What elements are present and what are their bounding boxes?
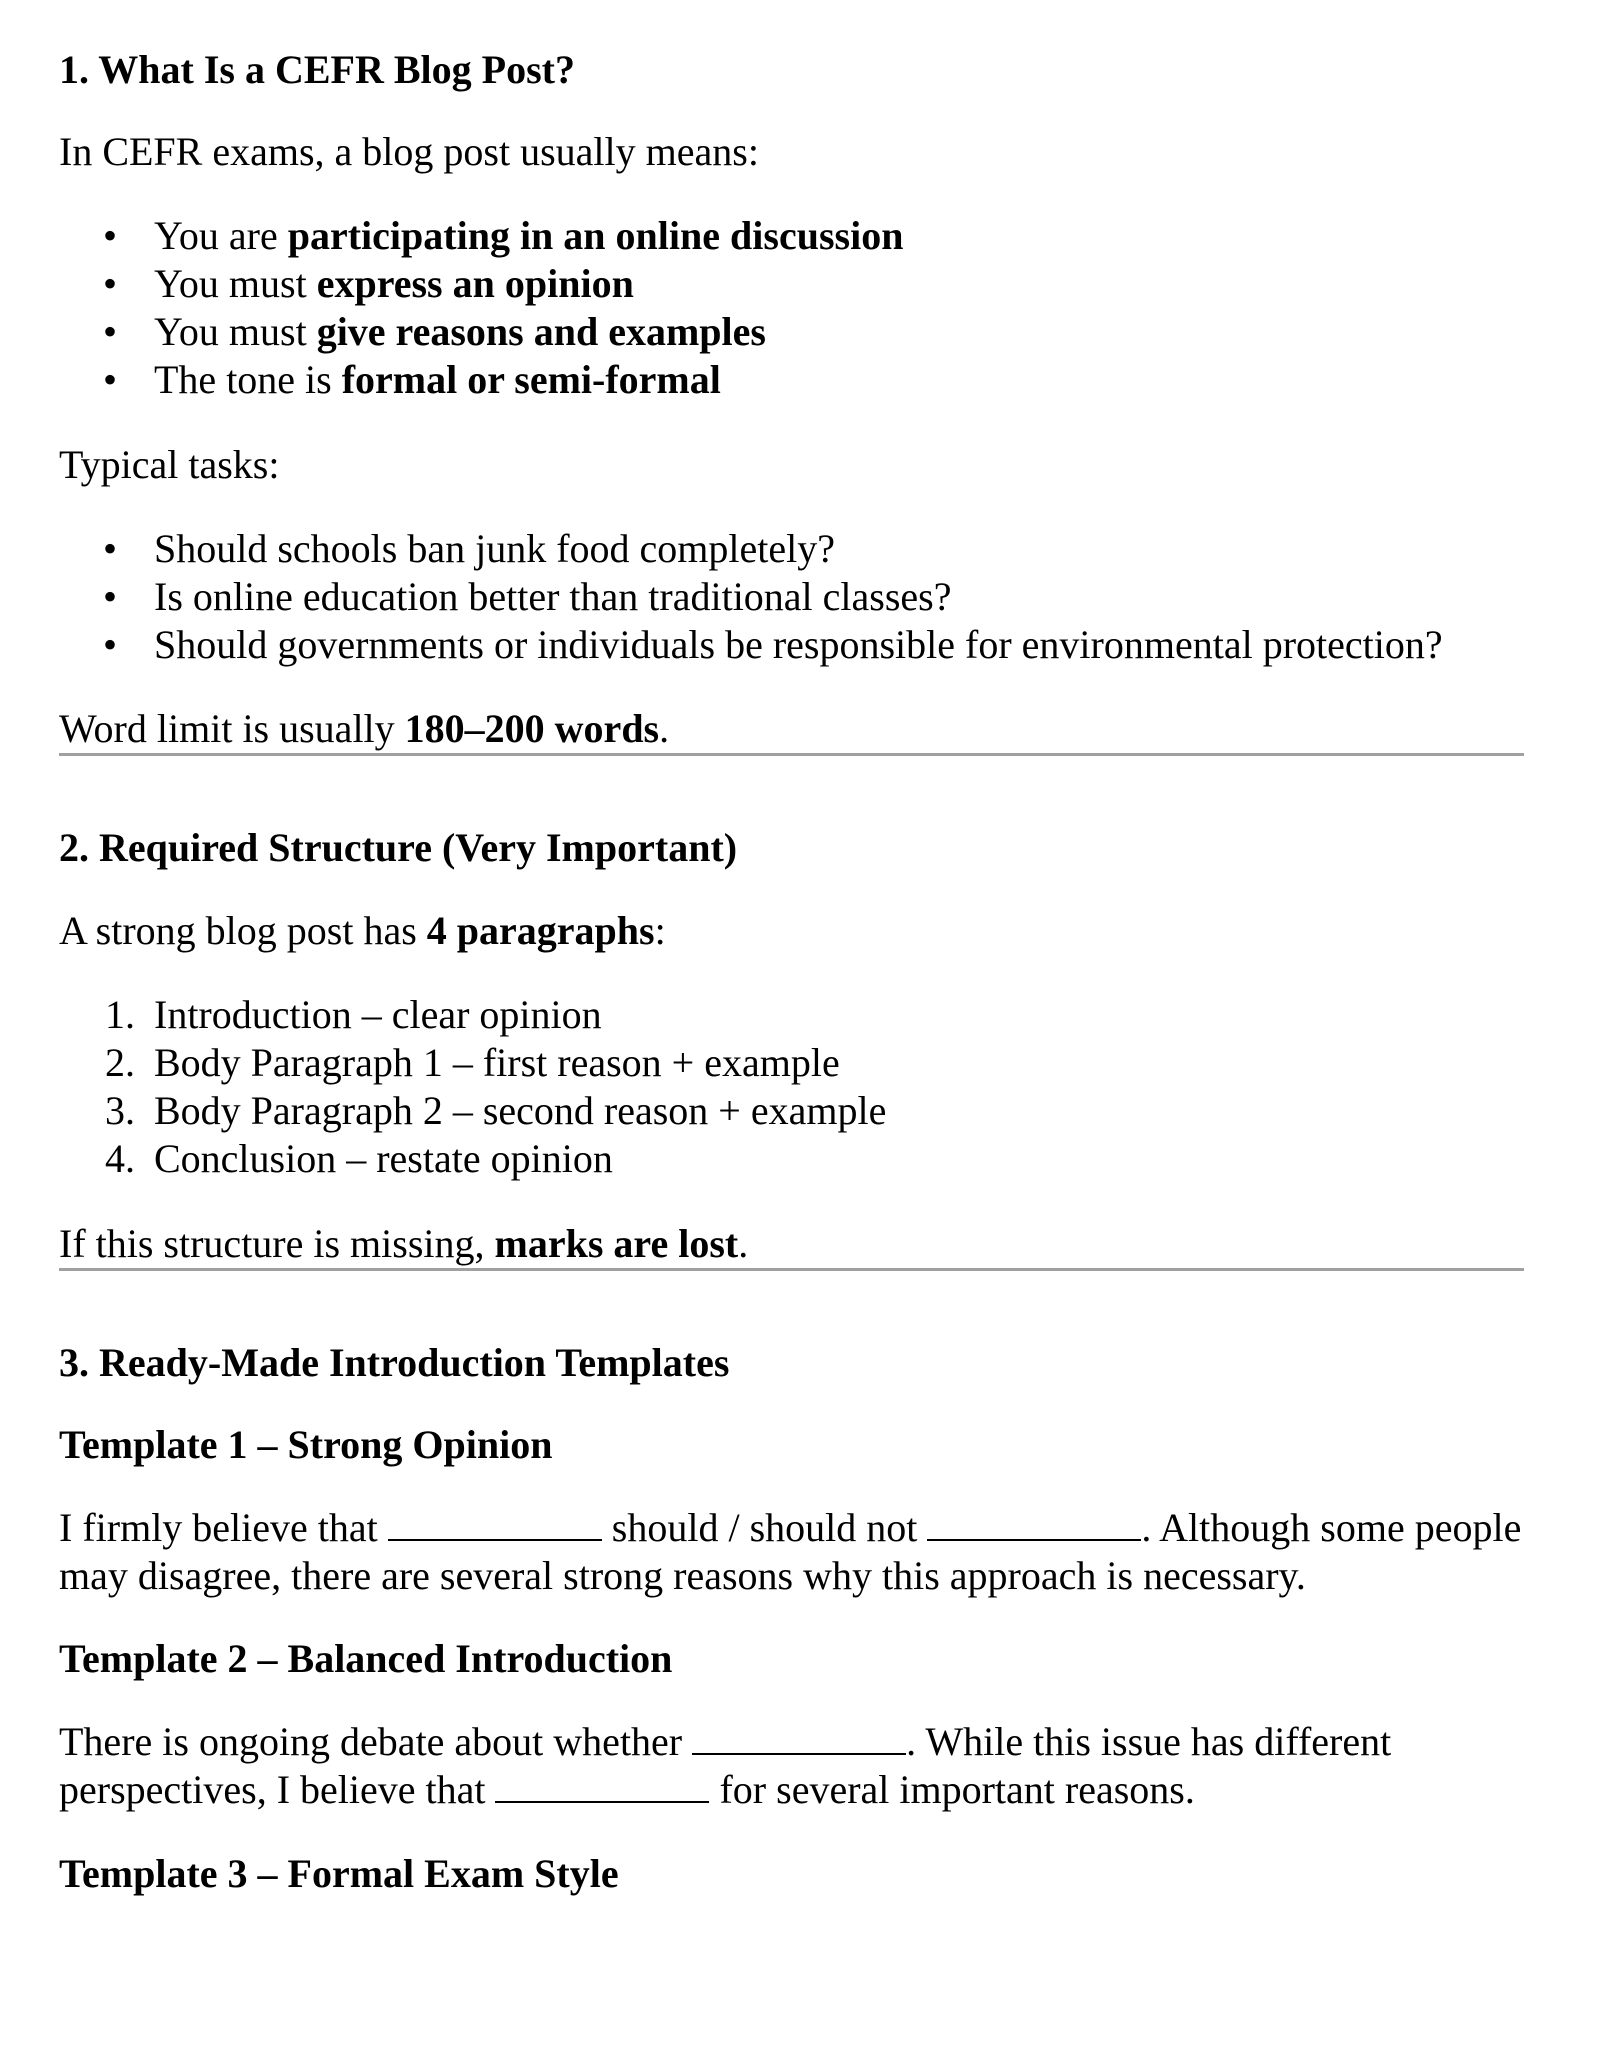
bullet-icon: • (103, 309, 118, 354)
template-2-heading: Template 2 – Balanced Introduction (59, 1636, 673, 1681)
section-1-intro: In CEFR exams, a blog post usually means: (59, 129, 759, 174)
fill-in-blank (927, 1505, 1141, 1541)
document-page (59, 0, 1529, 1897)
list-item: • Should schools ban junk food completely? (103, 526, 836, 571)
bullet-icon: • (103, 261, 118, 306)
list-item: 1. Introduction – clear opinion (105, 992, 602, 1037)
list-item: • The tone is formal or semi-formal (103, 357, 721, 402)
list-item: 2. Body Paragraph 1 – first reason + example (105, 1040, 840, 1085)
template-2-text: There is ongoing debate about whether . While this issue has different perspectives, I believe that for several important reasons. (59, 1719, 1392, 1812)
list-item: • Is online education better than traditional classes? (103, 574, 952, 619)
template-3-heading: Template 3 – Formal Exam Style (59, 1851, 619, 1896)
fill-in-blank (692, 1719, 906, 1755)
bullet-icon: • (103, 213, 118, 258)
section-2-intro: A strong blog post has 4 paragraphs: (59, 908, 666, 953)
fill-in-blank (388, 1505, 602, 1541)
bullet-icon: • (103, 622, 118, 667)
list-item: • You must give reasons and examples (103, 309, 766, 354)
word-limit-text: Word limit is usually 180–200 words. (59, 706, 670, 751)
section-2-heading: 2. Required Structure (Very Important) (59, 825, 738, 870)
section-divider (59, 1268, 1524, 1271)
bullet-icon: • (103, 574, 118, 619)
fill-in-blank (495, 1767, 709, 1803)
list-item: • You must express an opinion (103, 261, 634, 306)
structure-steps-list (59, 991, 1529, 1183)
list-item: • You are participating in an online discussion (103, 213, 904, 258)
typical-tasks-label: Typical tasks: (59, 442, 280, 487)
list-item: 4. Conclusion – restate opinion (105, 1136, 613, 1181)
section-1-heading: 1. What Is a CEFR Blog Post? (59, 47, 575, 92)
typical-tasks-list (59, 525, 1529, 669)
template-1-text: I firmly believe that should / should not . Although some people may disagree, there are several strong reasons why this approach is necessary. (59, 1505, 1522, 1598)
list-item: 3. Body Paragraph 2 – second reason + example (105, 1088, 887, 1133)
marks-lost-text: If this structure is missing, marks are lost. (59, 1221, 749, 1266)
section-divider (59, 753, 1524, 756)
list-item: • Should governments or individuals be responsible for environmental protection? (103, 622, 1443, 667)
template-1-heading: Template 1 – Strong Opinion (59, 1422, 553, 1467)
bullet-icon: • (103, 526, 118, 571)
section-3-heading: 3. Ready-Made Introduction Templates (59, 1340, 730, 1385)
bullet-icon: • (103, 357, 118, 402)
blog-post-characteristics-list (59, 212, 1529, 404)
